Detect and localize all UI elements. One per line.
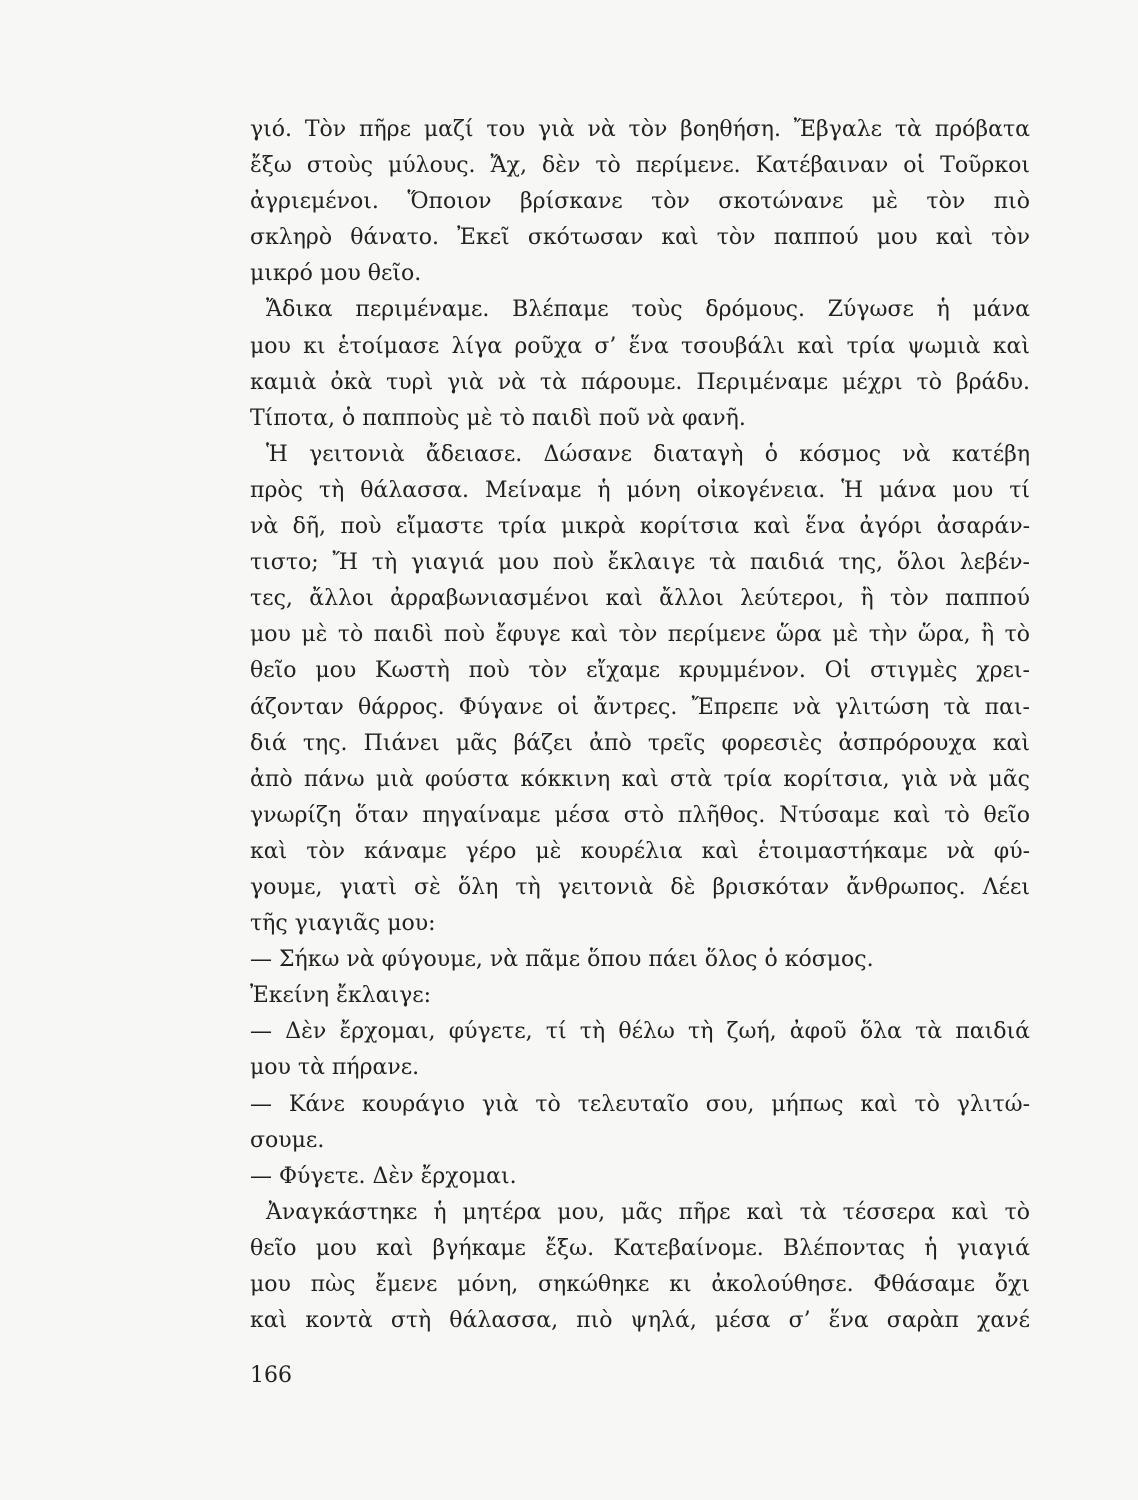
- text-line: διά της. Πιάνει μᾶς βάζει ἀπὸ τρεῖς φορεσιὲς ἀσπρόρουχα καὶ: [250, 730, 1030, 756]
- text-line: γιό. Τὸν πῆρε μαζί του γιὰ νὰ τὸν βοηθήση. Ἔβγαλε τὰ πρόβατα: [250, 117, 1030, 142]
- text-line: ἔξω στοὺς μύλους. Ἄχ, δὲν τὸ περίμενε. Κατέβαιναν οἱ Τοῦρκοι: [250, 153, 1030, 179]
- body-text: [250, 112, 1030, 1339]
- text-line: ἀγριεμένοι. Ὅποιον βρίσκανε τὸν σκοτώνανε μὲ τὸν πιὸ: [250, 189, 1030, 215]
- text-line: μου κι ἑτοίμασε λίγα ροῦχα σ’ ἕνα τσουβάλι καὶ τρία ψωμιὰ καὶ: [250, 333, 1030, 359]
- text-line: άζονταν θάρρος. Φύγανε οἱ ἄντρες. Ἔπρεπε νὰ γλιτώση τὰ παι-: [250, 694, 1030, 720]
- text-line: — Δὲν ἔρχομαι, φύγετε, τί τὴ θέλω τὴ ζωή, ἀφοῦ ὅλα τὰ παιδιά: [250, 1019, 1030, 1045]
- text-line: καὶ κοντὰ στὴ θάλασσα, πιὸ ψηλά, μέσα σ’ ἕνα σαρὰπ χανέ: [250, 1308, 1030, 1334]
- text-line: τες, ἄλλοι ἀρραβωνιασμένοι καὶ ἄλλοι λεύτεροι, ἢ τὸν παππού: [250, 586, 1030, 612]
- text-line: — Κάνε κουράγιο γιὰ τὸ τελευταῖο σου, μήπως καὶ τὸ γλιτώ-: [250, 1091, 1030, 1117]
- text-line: καμιὰ ὀκὰ τυρὶ γιὰ νὰ τὰ πάρουμε. Περιμέναμε μέχρι τὸ βράδυ.: [250, 369, 1030, 395]
- text-line: ἀπὸ πάνω μιὰ φούστα κόκκινη καὶ στὰ τρία κορίτσια, γιὰ νὰ μᾶς: [250, 766, 1030, 792]
- text-line: μου πὼς ἔμενε μόνη, σηκώθηκε κι ἀκολούθησε. Φθάσαμε ὄχι: [250, 1272, 1030, 1297]
- text-line: Τίποτα, ὁ παπποὺς μὲ τὸ παιδὶ ποῦ νὰ φανῆ.: [250, 405, 746, 431]
- text-line: νὰ δῆ, ποὺ εἴμαστε τρία μικρὰ κορίτσια καὶ ἕνα ἀγόρι ἀσαράν-: [250, 514, 1030, 540]
- text-line: τιστο; Ἤ τὴ γιαγιά μου ποὺ ἔκλαιγε τὰ παιδιά της, ὅλοι λεβέν-: [250, 550, 1030, 576]
- text-line: τῆς γιαγιᾶς μου:: [250, 911, 436, 937]
- text-line: θεῖο μου Κωστὴ ποὺ τὸν εἴχαμε κρυμμένον. Οἱ στιγμὲς χρει-: [250, 658, 1030, 684]
- text-line: θεῖο μου καὶ βγήκαμε ἔξω. Κατεβαίνομε. Βλέποντας ἡ γιαγιά: [250, 1235, 1030, 1261]
- text-line: Ἀναγκάστηκε ἡ μητέρα μου, μᾶς πῆρε καὶ τὰ τέσσερα καὶ τὸ: [266, 1199, 1030, 1225]
- text-line: γουμε, γιατὶ σὲ ὅλη τὴ γειτονιὰ δὲ βρισκόταν ἄνθρωπος. Λέει: [250, 874, 1030, 900]
- text-line: γνωρίζη ὅταν πηγαίναμε μέσα στὸ πλῆθος. Ντύσαμε καὶ τὸ θεῖο: [250, 802, 1030, 828]
- text-line: σκληρὸ θάνατο. Ἐκεῖ σκότωσαν καὶ τὸν παππού μου καὶ τὸν: [250, 225, 1030, 251]
- page-number: 166: [250, 1363, 292, 1388]
- text-line: μου μὲ τὸ παιδὶ ποὺ ἔφυγε καὶ τὸν περίμενε ὥρα μὲ τὴν ὥρα, ἢ τὸ: [250, 622, 1030, 648]
- text-line: μικρό μου θεῖο.: [250, 261, 422, 287]
- text-line: — Φύγετε. Δὲν ἔρχομαι.: [250, 1163, 517, 1189]
- text-line: καὶ τὸν κάναμε γέρο μὲ κουρέλια καὶ ἑτοιμαστήκαμε νὰ φύ-: [250, 838, 1030, 864]
- text-line: — Σήκω νὰ φύγουμε, νὰ πᾶμε ὅπου πάει ὅλος ὁ κόσμος.: [250, 947, 874, 973]
- text-line: σουμε.: [250, 1127, 325, 1153]
- text-line: μου τὰ πήρανε.: [250, 1055, 420, 1081]
- text-line: Ἄδικα περιμέναμε. Βλέπαμε τοὺς δρόμους. Ζύγωσε ἡ μάνα: [266, 297, 1030, 323]
- text-line: πρὸς τὴ θάλασσα. Μείναμε ἡ μόνη οἰκογένεια. Ἡ μάνα μου τί: [250, 477, 1030, 503]
- text-line: Ἡ γειτονιὰ ἄδειασε. Δώσανε διαταγὴ ὁ κόσμος νὰ κατέβη: [266, 441, 1030, 467]
- text-line: Ἐκείνη ἔκλαιγε:: [250, 983, 432, 1009]
